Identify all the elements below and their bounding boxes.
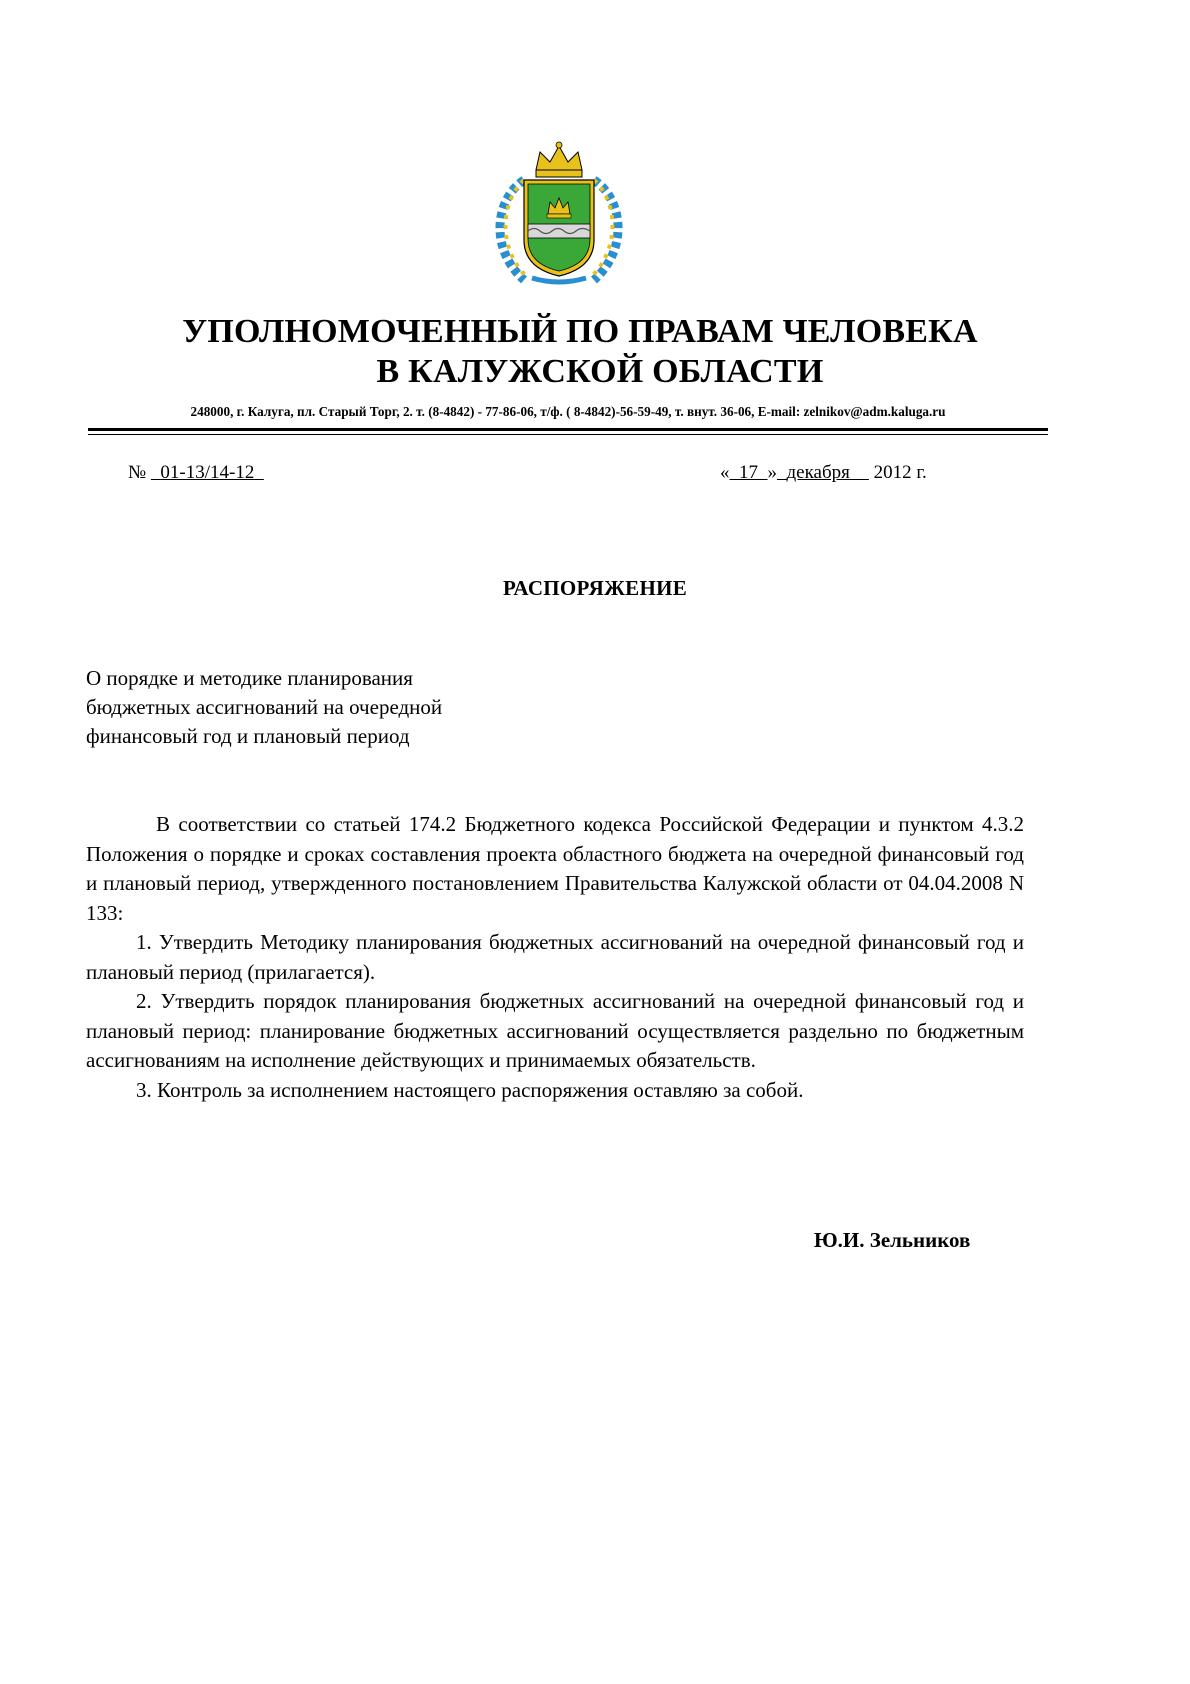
signatory-name: Ю.И. Зельников (814, 1228, 971, 1252)
date-month: декабря (786, 462, 850, 483)
date-open-quote: « (720, 462, 730, 483)
kaluga-coat-of-arms-icon (484, 140, 634, 288)
contact-details: 248000, г. Калуга, пл. Старый Торг, 2. т. (8-4842) - 77-86-06, т/ф. ( 8-4842)-56-59-49, т. внут. 36-06, E-mail: zelnikov@adm.kaluga.ru (190, 404, 946, 419)
date-year: 2012 г. (873, 462, 927, 483)
header-divider-thick (88, 428, 1048, 431)
date-close-quote: » (767, 462, 777, 483)
body-paragraph: В соответствии со статьей 174.2 Бюджетного кодекса Российской Федерации и пунктом 4.3.2 Положения о порядке и сроках составления проекта областного бюджета на очередной финансовый год и плановый период, утвержденного постановлением Правительства Калужской области от 04.04.2008 N 133: (86, 812, 1024, 925)
subject-line: бюджетных ассигнований на очередной (86, 695, 443, 719)
body-paragraph: 3. Контроль за исполнением настоящего распоряжения оставляю за собой. (136, 1077, 804, 1102)
document-body (86, 810, 1024, 1105)
document-type: РАСПОРЯЖЕНИЕ (502, 576, 688, 600)
document-number (128, 462, 264, 484)
number-value: 01-13/14-12 (160, 462, 255, 483)
body-paragraph: 1. Утвердить Методику планирования бюджетных ассигнований на очередной финансовый год и плановый период (прилагается). (86, 930, 1024, 984)
document-date (720, 462, 927, 484)
organization-title (0, 312, 1190, 392)
header-divider-thin (88, 434, 1048, 435)
subject-line: финансовый год и плановый период (86, 724, 410, 748)
organization-title-line1: УПОЛНОМОЧЕННЫЙ ПО ПРАВАМ ЧЕЛОВЕКА (182, 313, 978, 350)
document-subject (86, 664, 442, 751)
number-label: № (128, 462, 147, 483)
subject-line: О порядке и методике планирования (86, 666, 413, 690)
body-paragraph: 2. Утвердить порядок планирования бюджетных ассигнований на очередной финансовый год и плановый период: планирование бюджетных ассигнований осуществляется раздельно по бюджетным ассигнованиям на исполнение действующих и принимаемых обязательств. (86, 989, 1024, 1072)
organization-title-line2: В КАЛУЖСКОЙ ОБЛАСТИ (376, 353, 824, 390)
date-day: 17 (739, 462, 758, 483)
